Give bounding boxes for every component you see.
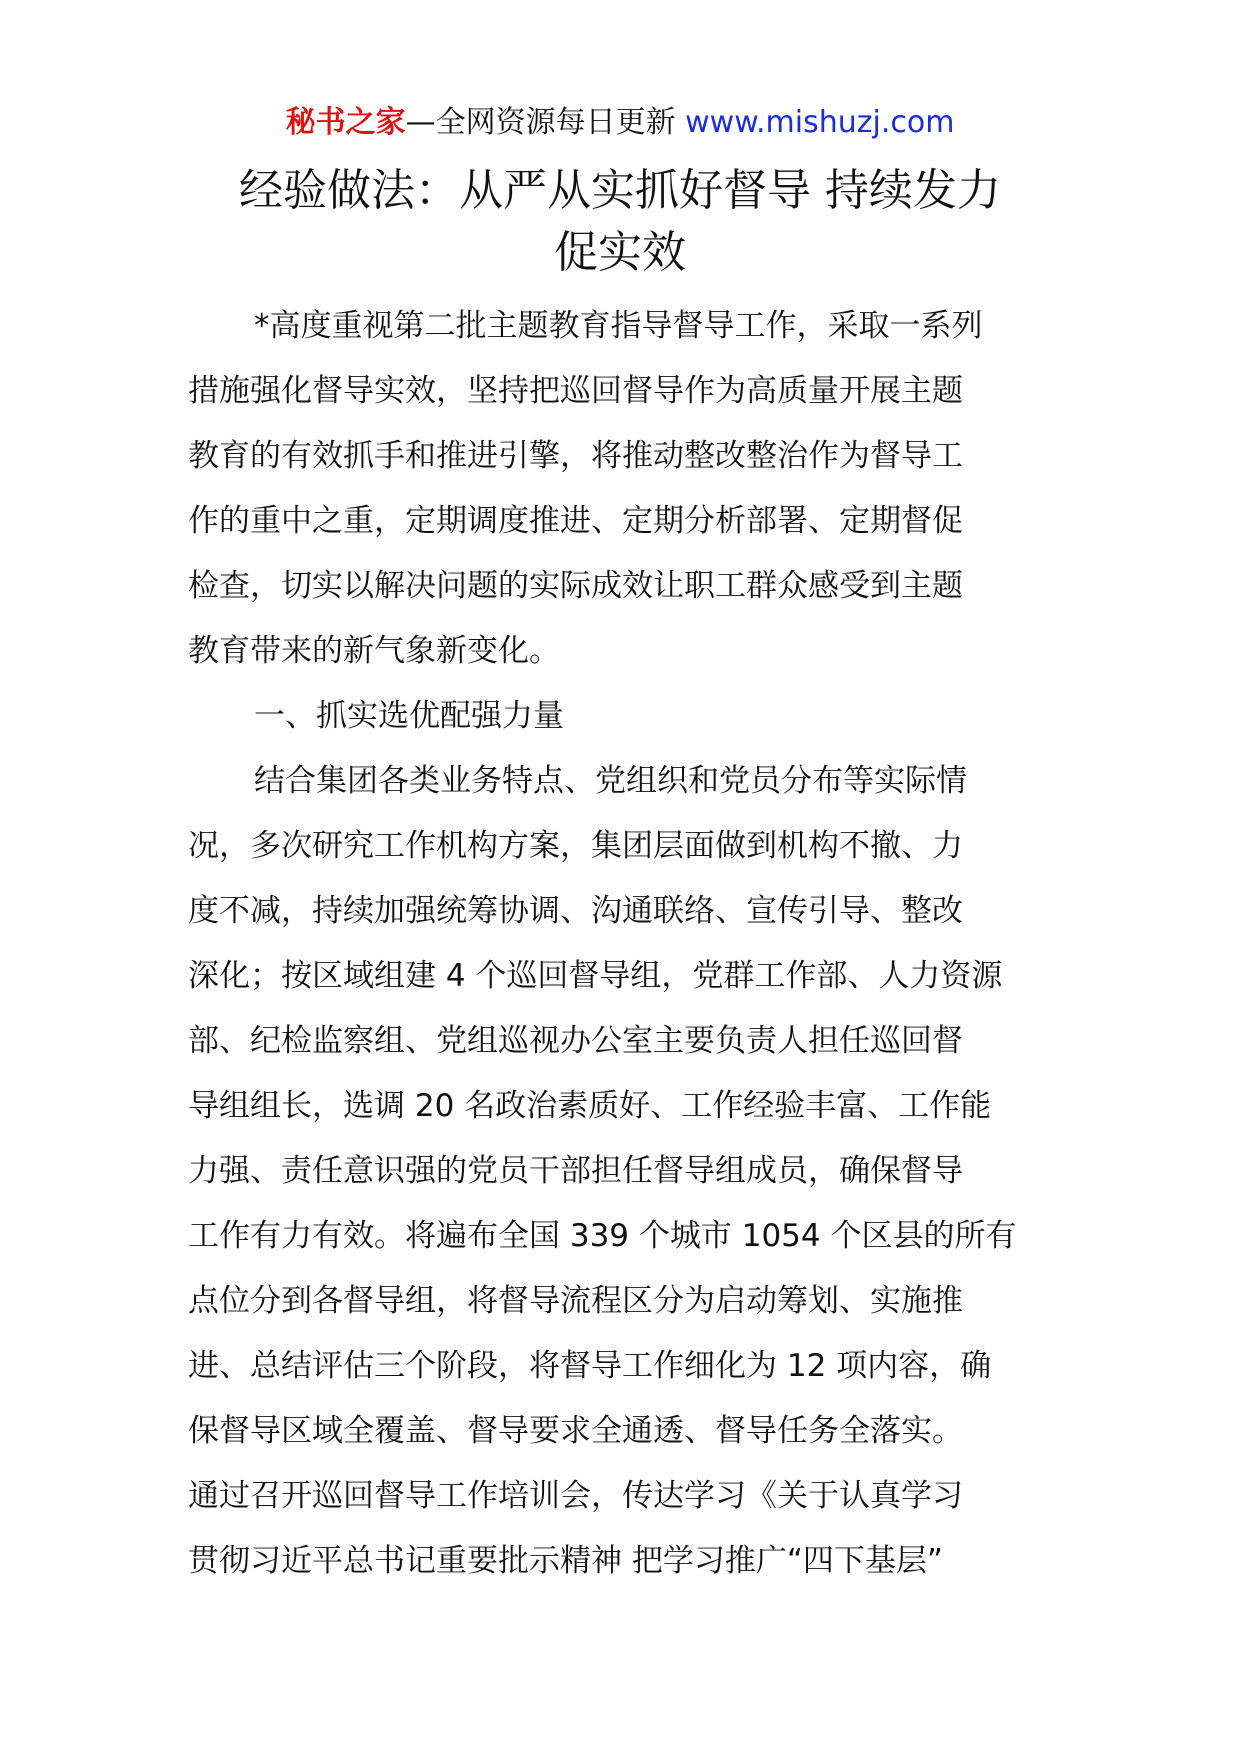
document-body <box>188 294 1068 1594</box>
site-header <box>0 100 1240 146</box>
header-slogan: —全网资源每日更新 <box>405 105 686 140</box>
document-title <box>150 160 1090 284</box>
paragraph-line: 保督导区域全覆盖、督导要求全通透、督导任务全落实。 <box>188 1413 963 1449</box>
title-line-1: 经验做法：从严从实抓好督导 持续发力 <box>239 165 1001 216</box>
paragraph-line: 措施强化督导实效，坚持把巡回督导作为高质量开展主题 <box>188 373 963 409</box>
paragraph-line: 通过召开巡回督导工作培训会，传达学习《关于认真学习 <box>188 1478 963 1514</box>
paragraph-line: 检查，切实以解决问题的实际成效让职工群众感受到主题 <box>188 568 963 604</box>
paragraph-line: 力强、责任意识强的党员干部担任督导组成员，确保督导 <box>188 1153 963 1189</box>
paragraph-line: 进、总结评估三个阶段，将督导工作细化为 12 项内容，确 <box>188 1348 992 1384</box>
section-heading: 一、抓实选优配强力量 <box>254 698 564 734</box>
paragraph-line: 贯彻习近平总书记重要批示精神 把学习推广“四下基层” <box>188 1543 943 1579</box>
paragraph-line: 深化；按区域组建 4 个巡回督导组，党群工作部、人力资源 <box>188 958 1003 994</box>
paragraph-line: 点位分到各督导组，将督导流程区分为启动筹划、实施推 <box>188 1283 963 1319</box>
brand-name: 秘书之家 <box>285 105 406 140</box>
paragraph-line: 况，多次研究工作机构方案，集团层面做到机构不撤、力 <box>188 828 963 864</box>
paragraph-line: 度不减，持续加强统筹协调、沟通联络、宣传引导、整改 <box>188 893 963 929</box>
paragraph-line: 教育的有效抓手和推进引擎，将推动整改整治作为督导工 <box>188 438 963 474</box>
paragraph-line: 部、纪检监察组、党组巡视办公室主要负责人担任巡回督 <box>188 1023 963 1059</box>
paragraph-line: 导组组长，选调 20 名政治素质好、工作经验丰富、工作能 <box>188 1088 992 1124</box>
paragraph-line: 工作有力有效。将遍布全国 339 个城市 1054 个区县的所有 <box>188 1218 1017 1254</box>
paragraph-line: 作的重中之重，定期调度推进、定期分析部署、定期督促 <box>188 503 963 539</box>
site-url-link[interactable]: www.mishuzj.com <box>685 105 955 140</box>
paragraph-line: 结合集团各类业务特点、党组织和党员分布等实际情 <box>254 763 967 799</box>
title-line-2: 促实效 <box>554 227 686 278</box>
paragraph-line: *高度重视第二批主题教育指导督导工作，采取一系列 <box>254 308 983 344</box>
paragraph-line: 教育带来的新气象新变化。 <box>188 633 560 669</box>
